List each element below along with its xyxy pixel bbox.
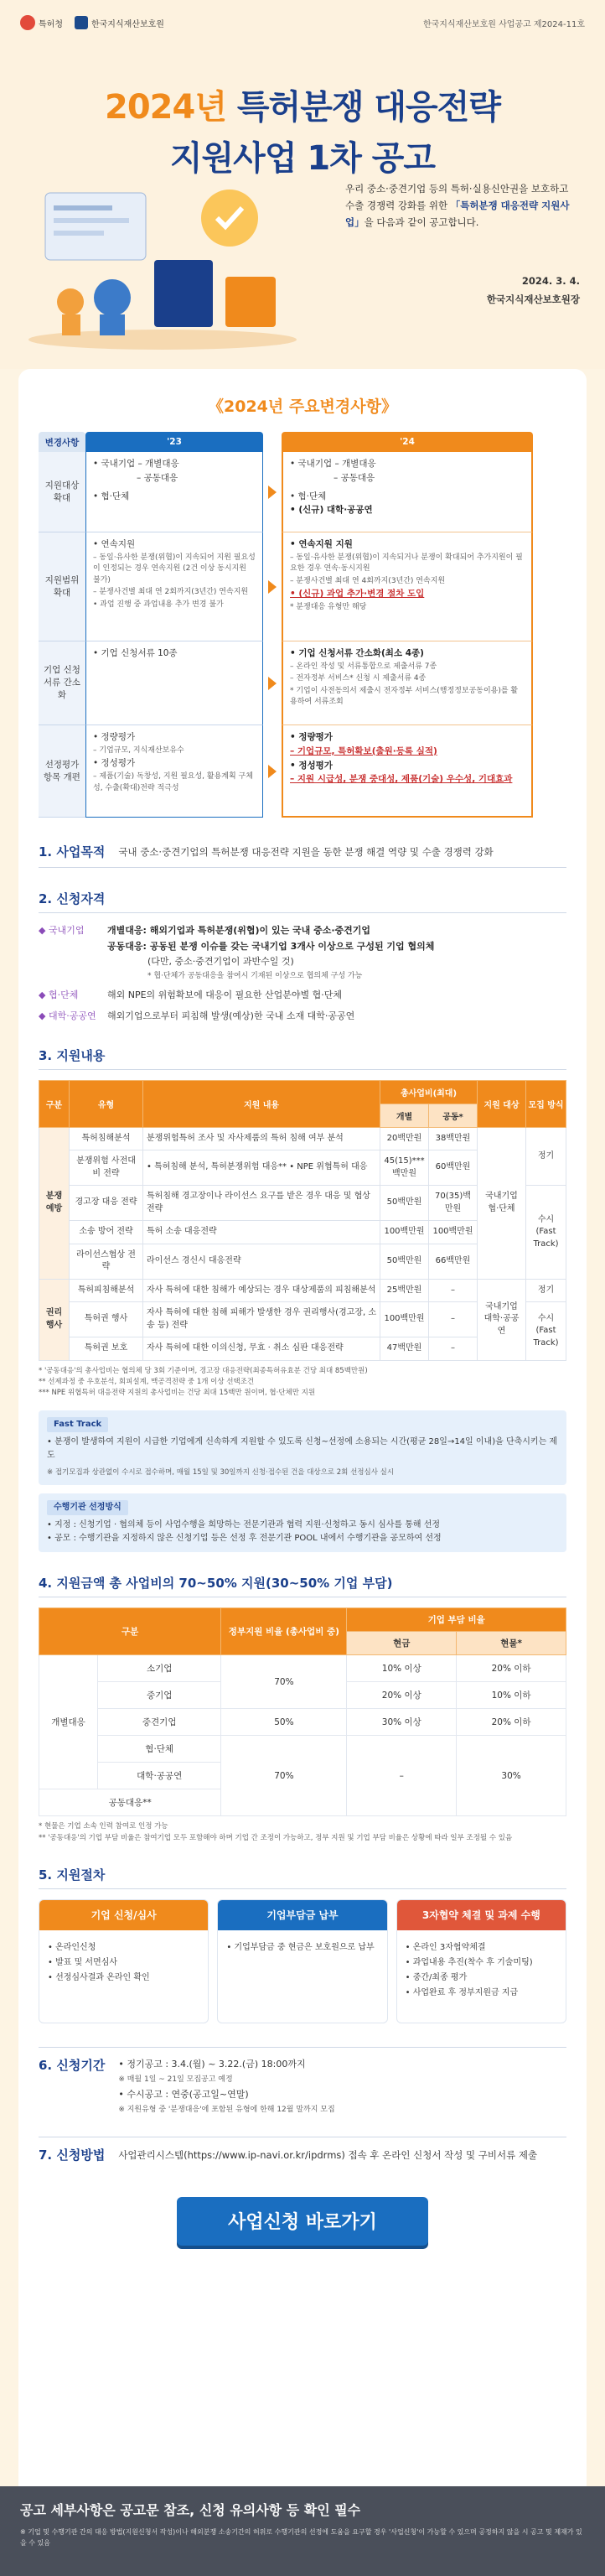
step-line: • 선정심사결과 온라인 확인 bbox=[48, 1972, 150, 1982]
changes-old-cell bbox=[85, 641, 263, 725]
changes-old-line: – 제품(기술) 독창성, 지원 필요성, 활용계획 구체성, 수출(확대)전략 적극성 bbox=[93, 772, 253, 792]
support-target: 국내기업 대학·공공연 bbox=[478, 1279, 526, 1360]
support-col-individual: 개별 bbox=[380, 1104, 429, 1127]
step-line: • 발표 및 서면심사 bbox=[48, 1957, 118, 1967]
org-selection-box bbox=[39, 1493, 566, 1552]
cost-cash: 20% 이상 bbox=[347, 1682, 457, 1709]
eligibility-tag: ◆ 대학·공공연 bbox=[39, 1009, 97, 1025]
table-row bbox=[39, 1655, 566, 1682]
kipo-logo-icon bbox=[20, 15, 35, 30]
changes-category: 기업 신청서류 간소화 bbox=[39, 641, 85, 725]
changes-arrow bbox=[263, 641, 282, 725]
cost-col-company: 기업 부담 비율 bbox=[347, 1608, 566, 1632]
desc-pre: 우리 중소·중견기업 등의 특허·실용신안권을 보호하고 수출 경쟁력 강화를 위한 bbox=[345, 183, 569, 212]
support-col-group: 구분 bbox=[39, 1080, 70, 1127]
support-note: * '공동대응'의 총사업비는 협의체 당 3회 기준이며, 경고장 대응전략(최종특허유효분 건당 최대 85백만원) bbox=[39, 1366, 368, 1375]
support-type: 특허침해분석 bbox=[70, 1127, 143, 1150]
support-joint: 66백만원 bbox=[429, 1244, 478, 1279]
support-individual: 50백만원 bbox=[380, 1186, 429, 1221]
cost-label: 중기업 bbox=[98, 1682, 221, 1709]
eligibility-line: 해외기업으로부터 피침해 발생(예상)한 국내 소재 대학·공공연 bbox=[107, 1010, 355, 1022]
cost-col-inkind: 현물* bbox=[457, 1632, 566, 1655]
org-selection-line: • 지정 : 신청기업 · 협의체 등이 사업수행을 희망하는 전문기관과 협력 지원·신청하고 동시 심사를 통해 선정 bbox=[47, 1520, 441, 1530]
procedure-step bbox=[39, 1899, 209, 2023]
period-title: 6. 신청기간 bbox=[39, 2057, 106, 2073]
support-table bbox=[39, 1080, 566, 1361]
changes-old-line: • 기업 신청서류 10종 bbox=[93, 648, 178, 658]
purpose-text: 국내 중소·중견기업의 특허분쟁 대응전략 지원을 동한 분쟁 해결 역량 및 수출 경쟁력 강화 bbox=[118, 846, 494, 858]
cost-gov: 50% bbox=[221, 1709, 347, 1736]
cost-inkind: 30% bbox=[457, 1736, 566, 1816]
hero bbox=[0, 0, 605, 369]
eligibility-tag: ◆ 협·단체 bbox=[39, 988, 97, 1004]
support-individual: 20백만원 bbox=[380, 1127, 429, 1150]
changes-new-cell bbox=[282, 452, 533, 532]
eligibility-tag: ◆ 국내기업 bbox=[39, 923, 97, 983]
desc-post: 을 다음과 같이 공고합니다. bbox=[364, 216, 479, 229]
support-type: 경고장 대응 전략 bbox=[70, 1186, 143, 1221]
eligibility-list bbox=[39, 923, 566, 1025]
changes-col-spacer bbox=[263, 432, 282, 452]
changes-old-line: – 분쟁사건별 최대 연 2회까지(3년간) 연속지원 bbox=[93, 588, 249, 597]
changes-old-line: • 연속지원 bbox=[93, 539, 136, 549]
eligibility-line: (다만, 중소·중견기업이 과반수일 것) bbox=[147, 956, 294, 968]
support-type: 특허피침해분석 bbox=[70, 1279, 143, 1302]
table-row bbox=[39, 1736, 566, 1763]
support-method: 수시 (Fast Track) bbox=[526, 1302, 566, 1361]
step-line: • 중간/최종 평가 bbox=[405, 1972, 468, 1982]
org-selection-line: • 공모 : 수행기관을 지정하지 않은 신청기업 등은 선정 후 전문기관 POOL 내에서 수행기관을 공모하여 선정 bbox=[47, 1534, 442, 1544]
title-line2: 지원사업 1차 공고 bbox=[169, 139, 436, 178]
support-content: 분쟁위험특허 조사 및 자사제품의 특허 침해 여부 분석 bbox=[143, 1127, 380, 1150]
eligibility-row bbox=[39, 923, 566, 983]
changes-category: 지원범위 확대 bbox=[39, 532, 85, 641]
support-content: 자사 특허에 대한 이의신청, 무효 · 취소 심판 대응전략 bbox=[143, 1337, 380, 1361]
changes-new-line: * 기업이 사전동의서 제출시 전자정부 서비스(행정정보공동이용)를 활용하여 서류조회 bbox=[290, 686, 519, 707]
support-method: 정기 bbox=[526, 1127, 566, 1186]
support-content: 특허침해 경고장이나 라이선스 요구를 받은 경우 대응 및 협상전략 bbox=[143, 1186, 380, 1221]
support-col-method: 모집 방식 bbox=[526, 1080, 566, 1127]
changes-col-2024: '24 bbox=[282, 432, 533, 452]
support-type: 분쟁위험 사전대비 전략 bbox=[70, 1150, 143, 1186]
cost-col-category: 구분 bbox=[39, 1608, 221, 1655]
top-bar bbox=[20, 15, 585, 30]
changes-old-cell bbox=[85, 452, 263, 532]
cost-col-gov: 정부지원 비율 (총사업비 중) bbox=[221, 1608, 347, 1655]
support-notes bbox=[39, 1366, 566, 1400]
kipo-logo bbox=[20, 15, 63, 30]
logos bbox=[20, 15, 164, 30]
period-line: • 수시공고 : 연중(공고일~연말) bbox=[118, 2088, 249, 2100]
cost-gov: 70% bbox=[221, 1736, 347, 1816]
hero-illustration bbox=[20, 159, 305, 352]
cost-notes bbox=[39, 1821, 566, 1843]
step-line: • 온라인신청 bbox=[48, 1942, 96, 1952]
procedure-title: 5. 지원절차 bbox=[39, 1866, 566, 1889]
support-individual: 47백만원 bbox=[380, 1337, 429, 1361]
changes-new-line: • 정량평가 bbox=[290, 732, 333, 742]
support-content: • 특허침해 분석, 특허분쟁위험 대응** • NPE 위협특허 대응 bbox=[143, 1150, 380, 1186]
eligibility-line: 해외 NPE의 위험확보에 대응이 필요한 산업분야별 협·단체 bbox=[107, 989, 343, 1001]
step-line: • 기업부담금 중 현금은 보호원으로 납부 bbox=[226, 1942, 375, 1952]
changes-old-line: • 과업 진행 중 과업내용 추가 변경 불가 bbox=[93, 600, 224, 609]
title-year: 2024년 bbox=[105, 88, 226, 127]
changes-old-line: • 협·단체 bbox=[93, 491, 130, 501]
changes-old-cell bbox=[85, 532, 263, 641]
method-text: 사업관리시스템(https://www.ip-navi.or.kr/ipdrms) 접속 후 온라인 신청서 작성 및 구비서류 제출 bbox=[118, 2148, 538, 2161]
footer bbox=[0, 2486, 605, 2576]
support-method: 수시 (Fast Track) bbox=[526, 1186, 566, 1280]
changes-category: 선정평가 항목 개편 bbox=[39, 725, 85, 818]
support-individual: 45(15)***백만원 bbox=[380, 1150, 429, 1186]
hero-date bbox=[487, 273, 580, 309]
eligibility-row bbox=[39, 1009, 566, 1025]
cost-label: 대학·공공연 bbox=[98, 1763, 221, 1789]
support-content: 특허 소송 대응전략 bbox=[143, 1221, 380, 1244]
desc-program: 「특허분쟁 대응전략 지원사업」 bbox=[345, 200, 570, 229]
support-joint: 70(35)백만원 bbox=[429, 1186, 478, 1221]
changes-col-2023: '23 bbox=[85, 432, 263, 452]
koipa-logo bbox=[75, 16, 164, 29]
kipo-name: 특허청 bbox=[39, 19, 63, 29]
changes-new-cell bbox=[282, 641, 533, 725]
changes-new-line: • 정성평가 bbox=[290, 760, 333, 771]
changes-col-category: 변경사항 bbox=[39, 432, 85, 452]
purpose-section bbox=[39, 843, 566, 868]
cost-cash: – bbox=[347, 1736, 457, 1816]
cost-label: 공동대응** bbox=[39, 1789, 221, 1816]
apply-button[interactable]: 사업신청 바로가기 bbox=[177, 2197, 428, 2246]
cost-label: 소기업 bbox=[98, 1655, 221, 1682]
changes-new-highlight: – 기업규모, 특허확보(출원·등록 실적) bbox=[290, 745, 437, 756]
eligibility-title: 2. 신청자격 bbox=[39, 890, 566, 913]
support-type: 특허권 행사 bbox=[70, 1302, 143, 1337]
support-joint: 100백만원 bbox=[429, 1221, 478, 1244]
support-joint: – bbox=[429, 1279, 478, 1302]
fast-track-line: • 분쟁이 발생하여 지원이 시급한 기업에게 신속하게 지원할 수 있도록 신청~선정에 소용되는 시간(평균 28일→14일 이내)을 단축시키는 제도 bbox=[47, 1437, 558, 1461]
support-joint: 60백만원 bbox=[429, 1150, 478, 1186]
org-selection-title: 수행기관 선정방식 bbox=[47, 1500, 128, 1515]
cost-cash: 30% 이상 bbox=[347, 1709, 457, 1736]
eligibility-row bbox=[39, 988, 566, 1004]
footer-disclaimer: ※ 기업 및 수행기관 간의 대응 방법(지원신청서 작성)이나 해외분쟁 소송기간의 허위로 수행기관의 선정에 도움을 요구할 경우 '사업신청'이 가능할 수 있으며 공정하지 않을 시 공고 및 제재가 있을 수 있음 bbox=[20, 2528, 582, 2547]
changes-arrow bbox=[263, 725, 282, 818]
support-type: 소송 방어 전략 bbox=[70, 1221, 143, 1244]
changes-arrow bbox=[263, 452, 282, 532]
support-col-type: 유형 bbox=[70, 1080, 143, 1127]
changes-new-line: – 전자정부 서비스* 신청 시 제출서류 4종 bbox=[290, 674, 427, 683]
arrow-right-icon bbox=[268, 580, 277, 594]
step-title: 기업부담금 납부 bbox=[218, 1900, 386, 1930]
support-group: 분쟁 예방 bbox=[39, 1127, 70, 1279]
support-individual: 25백만원 bbox=[380, 1279, 429, 1302]
arrow-right-icon bbox=[268, 765, 277, 778]
koipa-name: 한국지식재산보호원 bbox=[90, 19, 164, 29]
procedure-step bbox=[396, 1899, 566, 2023]
cost-gov: 70% bbox=[221, 1655, 347, 1709]
support-type: 특허권 보호 bbox=[70, 1337, 143, 1361]
eligibility-note: * 협·단체가 공동대응을 참여시 기재된 이상으로 협의체 구성 가능 bbox=[147, 972, 363, 981]
support-col-cost: 총사업비(최대) bbox=[380, 1080, 478, 1104]
arrow-right-icon bbox=[268, 486, 277, 499]
changes-new-line: – 공동대응 bbox=[334, 472, 375, 483]
support-col-joint: 공동* bbox=[429, 1104, 478, 1127]
main-panel bbox=[18, 369, 587, 2511]
changes-new-line: • 기업 신청서류 간소화(최소 4종) bbox=[290, 648, 424, 658]
changes-new-cell bbox=[282, 725, 533, 818]
support-type: 라이선스협상 전략 bbox=[70, 1244, 143, 1279]
changes-new-line: • 국내기업 – 개별대응 bbox=[290, 459, 376, 469]
support-col-target: 지원 대상 bbox=[478, 1080, 526, 1127]
support-individual: 100백만원 bbox=[380, 1221, 429, 1244]
support-method: 정기 bbox=[526, 1279, 566, 1302]
fast-track-note: ※ 접기모집과 상관없이 수시로 접수하며, 매월 15일 및 30일까지 신청·접수된 건을 대상으로 2회 선정심사 실시 bbox=[47, 1468, 395, 1478]
cost-note: * 현물은 기업 소속 인력 참여로 인정 가능 bbox=[39, 1822, 168, 1831]
changes-new-highlight: • (신규) 과업 추가·변경 절차 도입 bbox=[290, 589, 425, 600]
cost-cash: 10% 이상 bbox=[347, 1655, 457, 1682]
changes-new-line: • 협·단체 bbox=[290, 491, 327, 501]
title-main: 특허분쟁 대응전략 bbox=[236, 88, 500, 127]
changes-arrow bbox=[263, 532, 282, 641]
table-row bbox=[39, 1127, 566, 1150]
changes-new-line: – 동일·유사한 분쟁(위협)이 지속되거나 분쟁이 확대되어 추가지원이 필요한 경우 연속·동시지원 bbox=[290, 553, 523, 574]
support-title: 3. 지원내용 bbox=[39, 1046, 566, 1070]
support-individual: 50백만원 bbox=[380, 1244, 429, 1279]
support-content: 자사 특허에 대한 침해가 예상되는 경우 대상제품의 피침해분석 bbox=[143, 1279, 380, 1302]
changes-table bbox=[39, 432, 566, 818]
changes-new-cell bbox=[282, 532, 533, 641]
changes-heading: 《2024년 주요변경사항》 bbox=[208, 397, 397, 416]
step-line: • 과업내용 추진(착수 후 기술미팅) bbox=[405, 1957, 533, 1967]
changes-new-line: – 분쟁사건별 최대 연 4회까지(3년간) 연속지원 bbox=[290, 576, 446, 585]
period-note: ※ 매월 1일 ~ 21일 모집공고 예정 bbox=[118, 2075, 233, 2084]
changes-old-line: – 공동대응 bbox=[137, 472, 178, 483]
cost-table bbox=[39, 1607, 566, 1816]
changes-new-highlight: – 지원 시급성, 분쟁 중대성, 제품(기술) 우수성, 기대효과 bbox=[290, 774, 513, 785]
cost-inkind: 20% 이하 bbox=[457, 1709, 566, 1736]
changes-new-line: * 분쟁대응 유형만 해당 bbox=[290, 603, 367, 611]
method-title: 7. 신청방법 bbox=[39, 2147, 106, 2163]
support-target: 국내기업 협·단체 bbox=[478, 1127, 526, 1279]
eligibility-line: 개별대응: 해외기업과 특허분쟁(위협)이 있는 국내 중소·중견기업 bbox=[107, 925, 371, 936]
eligibility-line: 공동대응: 공동된 분쟁 이슈를 갖는 국내기업 3개사 이상으로 구성된 기업 협의체 bbox=[107, 940, 435, 952]
changes-new-highlight: • (신규) 대학·공공연 bbox=[290, 505, 373, 516]
changes-old-line: – 기업규모, 지식재산보유수 bbox=[93, 745, 184, 755]
support-joint: – bbox=[429, 1302, 478, 1337]
procedure-step bbox=[217, 1899, 387, 2023]
changes-old-line: • 정량평가 bbox=[93, 732, 136, 742]
period-section bbox=[39, 2047, 566, 2116]
table-row bbox=[39, 1279, 566, 1302]
step-title: 기업 신청/심사 bbox=[39, 1900, 208, 1930]
support-content: 자사 특허에 대한 침해 피해가 발생한 경우 권리행사(경고장, 소송 등) 전략 bbox=[143, 1302, 380, 1337]
cost-title: 4. 지원금액 총 사업비의 70~50% 지원(30~50% 기업 부담) bbox=[39, 1574, 566, 1597]
koipa-logo-icon bbox=[75, 16, 88, 29]
document-number: 한국지식재산보호원 사업공고 제2024-11호 bbox=[422, 19, 585, 29]
method-section bbox=[39, 2137, 566, 2163]
step-line: • 사업완료 후 정부지원금 지급 bbox=[405, 1987, 519, 1997]
changes-new-line: – 온라인 작성 및 서류통합으로 제출서류 7종 bbox=[290, 662, 437, 671]
changes-old-line: – 동일·유사한 분쟁(위협)이 지속되어 지원 필요성이 인정되는 경우 연속지원 (2건 이상 동시지원 불가) bbox=[93, 553, 256, 584]
support-note: ** 선제과정 중 우호분석, 회피설계, 맥공격전략 중 1개 이상 선택조건 bbox=[39, 1377, 255, 1386]
support-joint: – bbox=[429, 1337, 478, 1361]
fast-track-box bbox=[39, 1410, 566, 1485]
purpose-title: 1. 사업목적 bbox=[39, 844, 106, 860]
period-note: ※ 지원유형 중 '분쟁대응'에 포함된 유형에 한해 12월 말까지 모집 bbox=[118, 2105, 335, 2114]
support-note: *** NPE 위협특허 대응전략 지원의 총사업비는 건당 최대 15백만 원이며, 협·단체만 지원 bbox=[39, 1389, 316, 1398]
changes-new-line: • 연속지원 지원 bbox=[290, 539, 353, 549]
support-individual: 100백만원 bbox=[380, 1302, 429, 1337]
step-line: • 온라인 3자협약체결 bbox=[405, 1942, 486, 1952]
signer: 한국지식재산보호원장 bbox=[486, 293, 580, 305]
cost-inkind: 20% 이하 bbox=[457, 1655, 566, 1682]
changes-old-line: • 국내기업 – 개별대응 bbox=[93, 459, 179, 469]
fast-track-title: Fast Track bbox=[47, 1417, 108, 1432]
support-joint: 38백만원 bbox=[429, 1127, 478, 1150]
cost-inkind: 10% 이하 bbox=[457, 1682, 566, 1709]
changes-old-cell bbox=[85, 725, 263, 818]
arrow-right-icon bbox=[268, 677, 277, 690]
notice-date: 2024. 3. 4. bbox=[521, 275, 580, 287]
footer-notice: 공고 세부사항은 공고문 참조, 신청 유의사항 등 확인 필수 bbox=[20, 2502, 361, 2518]
cost-group: 개별대응 bbox=[39, 1655, 98, 1789]
cost-label: 협·단체 bbox=[98, 1736, 221, 1763]
support-content: 라이선스 경신시 대응전략 bbox=[143, 1244, 380, 1279]
support-col-content: 지원 내용 bbox=[143, 1080, 380, 1127]
cost-col-cash: 현금 bbox=[347, 1632, 457, 1655]
hero-description bbox=[345, 180, 580, 231]
cost-note: ** '공동대응'의 기업 부담 비율은 참여기업 모두 포함해야 하며 기업 간 조정이 가능하고, 정부 지원 및 기업 부담 비율은 상황에 따라 일부 조정될 수 있음 bbox=[39, 1833, 513, 1842]
cost-label: 중견기업 bbox=[98, 1709, 221, 1736]
table-row bbox=[39, 1709, 566, 1736]
procedure-steps bbox=[39, 1899, 566, 2023]
period-line: • 정기공고 : 3.4.(월) ~ 3.22.(금) 18:00까지 bbox=[118, 2058, 306, 2070]
changes-category: 지원대상 확대 bbox=[39, 452, 85, 532]
step-title: 3자협약 체결 및 과제 수행 bbox=[397, 1900, 566, 1930]
support-group: 권리 행사 bbox=[39, 1279, 70, 1360]
changes-old-line: • 정성평가 bbox=[93, 758, 136, 769]
